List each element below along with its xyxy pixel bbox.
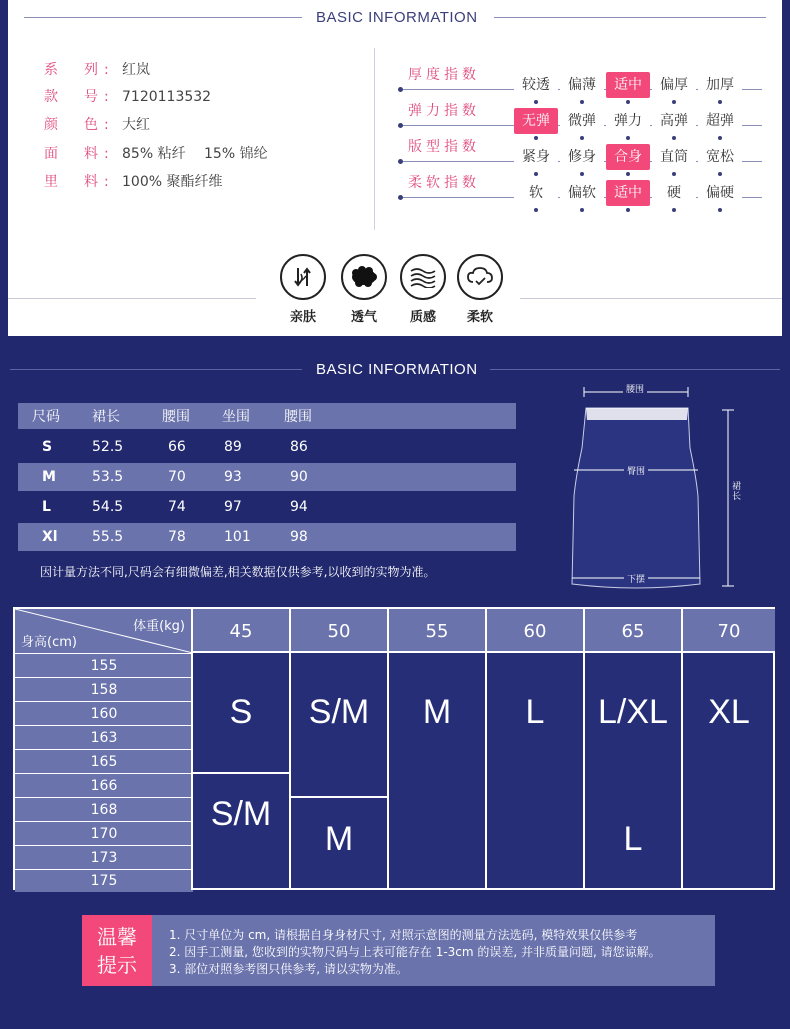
size-cell: L <box>42 499 51 515</box>
scale-option: 较透 <box>514 72 558 98</box>
height-cell: 173 <box>15 845 193 869</box>
height-cell: 163 <box>15 725 193 749</box>
scale-dot <box>398 195 403 200</box>
size-cell: M <box>42 469 56 485</box>
height-cell: 168 <box>15 797 193 821</box>
skirt-diagram <box>560 378 750 590</box>
scale-dot <box>398 123 403 128</box>
scale-option: 紧身 <box>514 144 558 170</box>
size-cell: 101 <box>224 529 251 545</box>
scale-option: 偏硬 <box>698 180 742 206</box>
scale-dot <box>626 172 630 176</box>
height-cell: 158 <box>15 677 193 701</box>
weight-cell: 50 <box>289 609 387 653</box>
skin-friendly-icon <box>280 254 326 300</box>
scale-dot <box>534 172 538 176</box>
size-cell: 90 <box>290 469 308 485</box>
weight-cell: 55 <box>387 609 485 653</box>
scale-dot <box>534 208 538 212</box>
scale-option: 高弹 <box>652 108 696 134</box>
header-cell: 腰围 <box>284 409 312 425</box>
feature-texture <box>398 254 448 325</box>
weight-cell: 65 <box>583 609 681 653</box>
scale-option: 软 <box>514 180 558 206</box>
scale-option: 微弹 <box>560 108 604 134</box>
attr-label: 颜 色: <box>44 117 115 133</box>
scale-dot <box>626 100 630 104</box>
scale-label: 柔软指数 <box>408 175 480 191</box>
scale-option: 加厚 <box>698 72 742 98</box>
weight-axis-label: 体重(kg) <box>133 619 185 634</box>
scale-dot <box>580 172 584 176</box>
scale-dot <box>672 172 676 176</box>
attr-value: 红岚 <box>122 62 150 78</box>
scale-dot <box>398 159 403 164</box>
size-l-xl: L/XL <box>598 693 668 731</box>
attr-label: 里 料: <box>44 174 115 190</box>
size-cell: 98 <box>290 529 308 545</box>
feature-breathable <box>339 254 389 325</box>
corner-cell <box>15 609 193 653</box>
scale-option: 无弹 <box>514 108 558 134</box>
height-cell: 170 <box>15 821 193 845</box>
feature-label: 质感 <box>409 310 436 325</box>
size-cell: 74 <box>168 499 186 515</box>
size-s: S <box>229 693 253 731</box>
divider <box>8 298 256 299</box>
height-cell: 165 <box>15 749 193 773</box>
scale-dot <box>580 100 584 104</box>
scale-dot <box>534 100 538 104</box>
scale-dot <box>672 100 676 104</box>
size-m-lower: M <box>324 819 354 858</box>
tips-badge-line: 温馨 <box>97 924 137 949</box>
scale-label: 弹力指数 <box>408 103 480 119</box>
header-cell: 坐围 <box>222 409 250 425</box>
size-table-row <box>18 433 516 461</box>
size-cell: 54.5 <box>92 499 124 515</box>
scale-option: 适中 <box>606 180 650 206</box>
scale-dot <box>534 136 538 140</box>
size-table-header <box>18 403 516 429</box>
size-cell: 78 <box>168 529 186 545</box>
size-table-row <box>18 493 516 521</box>
size-table-row <box>18 463 516 491</box>
attr-value: 大红 <box>122 117 150 133</box>
scale-option: 弹力 <box>606 108 650 134</box>
scale-option: 超弹 <box>698 108 742 134</box>
breathable-icon <box>341 254 387 300</box>
size-cell: Xl <box>42 529 58 545</box>
section-title: BASIC INFORMATION <box>316 9 478 26</box>
divider <box>374 48 375 230</box>
scale-label: 厚度指数 <box>408 67 480 83</box>
size-cell: 66 <box>168 439 186 455</box>
scale-dot <box>718 136 722 140</box>
size-s-m-lower: S/M <box>210 794 272 833</box>
tip-line: 3. 部位对照参考图只供参考, 请以实物为准。 <box>169 962 408 976</box>
size-cell: 93 <box>224 469 242 485</box>
attr-value: 100% 聚酯纤维 <box>122 174 223 190</box>
size-cell: 89 <box>224 439 242 455</box>
tip-line: 1. 尺寸单位为 cm, 请根据自身身材尺寸, 对照示意图的测量方法选码, 模特效果仅供参考 <box>169 928 638 942</box>
scale-option: 适中 <box>606 72 650 98</box>
size-l-lower: L <box>623 819 643 858</box>
scale-option: 合身 <box>606 144 650 170</box>
height-axis-label: 身高(cm) <box>21 635 77 650</box>
waist-label: 腰围 <box>623 382 647 395</box>
weight-cell: 45 <box>191 609 289 653</box>
size-xl: XL <box>708 693 750 731</box>
scale-option: 修身 <box>560 144 604 170</box>
divider <box>520 298 782 299</box>
divider <box>10 369 302 370</box>
scale-dot <box>718 100 722 104</box>
feature-label: 透气 <box>350 310 377 325</box>
length-label: 裙长 <box>732 482 742 502</box>
hem-label: 下摆 <box>624 572 648 585</box>
scale-option: 硬 <box>652 180 696 206</box>
scale-option: 宽松 <box>698 144 742 170</box>
size-cell: 55.5 <box>92 529 124 545</box>
weight-cell: 60 <box>485 609 583 653</box>
scale-dot <box>672 208 676 212</box>
texture-icon <box>400 254 446 300</box>
scale-dot <box>580 208 584 212</box>
size-cell: 86 <box>290 439 308 455</box>
size-cell: 70 <box>168 469 186 485</box>
height-cell: 155 <box>15 653 193 677</box>
header-cell: 裙长 <box>92 409 120 425</box>
height-cell: 175 <box>15 869 193 892</box>
header-cell: 尺码 <box>32 409 60 425</box>
scale-dot <box>718 172 722 176</box>
size-s-m: S/M <box>308 693 370 731</box>
scale-option: 偏软 <box>560 180 604 206</box>
attr-label: 款 号: <box>44 89 115 105</box>
attr-value: 7120113532 <box>122 89 212 105</box>
hip-label: 臀围 <box>624 464 648 477</box>
divider <box>490 369 780 370</box>
scale-label: 版型指数 <box>408 139 480 155</box>
scale-dot <box>580 136 584 140</box>
size-cell: 53.5 <box>92 469 124 485</box>
size-cell: 97 <box>224 499 242 515</box>
attr-label: 面 料: <box>44 146 115 162</box>
height-cell: 166 <box>15 773 193 797</box>
size-m: M <box>422 693 452 731</box>
size-cell: S <box>42 439 53 455</box>
feature-label: 亲肤 <box>289 310 316 325</box>
scale-dot <box>718 208 722 212</box>
size-table-row <box>18 523 516 551</box>
divider <box>494 17 766 18</box>
feature-label: 柔软 <box>466 310 493 325</box>
header-cell: 腰围 <box>162 409 190 425</box>
height-cell: 160 <box>15 701 193 725</box>
attr-label: 系 列: <box>44 62 115 78</box>
scale-dot <box>626 208 630 212</box>
feature-soft <box>455 254 505 325</box>
weight-cell: 70 <box>681 609 775 653</box>
scale-dot <box>626 136 630 140</box>
section-title: BASIC INFORMATION <box>316 361 478 378</box>
feature-skin-friendly <box>278 254 328 325</box>
product-info-panel <box>8 0 782 336</box>
attr-value: 85% 粘纤 15% 锦纶 <box>122 146 268 162</box>
soft-icon <box>457 254 503 300</box>
measurement-note: 因计量方法不同,尺码会有细微偏差,相关数据仅供参考,以收到的实物为准。 <box>40 565 436 579</box>
scale-option: 偏薄 <box>560 72 604 98</box>
scale-dot <box>398 87 403 92</box>
divider <box>24 17 302 18</box>
scale-dot <box>672 136 676 140</box>
tips-badge-line: 提示 <box>97 952 137 977</box>
size-l: L <box>525 693 545 731</box>
tips-badge <box>82 915 152 986</box>
scale-option: 偏厚 <box>652 72 696 98</box>
size-cell: 52.5 <box>92 439 124 455</box>
scale-option: 直筒 <box>652 144 696 170</box>
size-recommend-grid <box>13 607 775 890</box>
tip-line: 2. 因手工测量, 您收到的实物尺码与上表可能存在 1-3cm 的误差, 并非质量问题, 请您谅解。 <box>169 945 661 959</box>
size-cell: 94 <box>290 499 308 515</box>
